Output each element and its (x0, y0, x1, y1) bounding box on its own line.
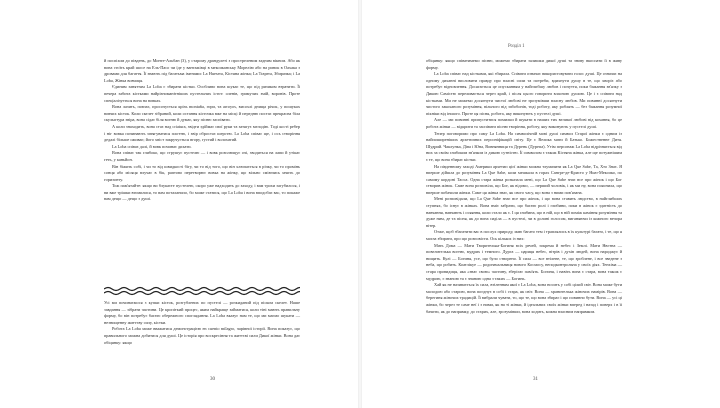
paragraph: Робота La Loba може вважатися демонстрацією en cuento milagro, чарівної історії. Вона показує, що правильного можна добитися для душі. Це історія про воскресіння та життєві сили Дикої жінки. Вона дає обіцянку: якщо (104, 326, 300, 345)
paragraph: Тож пам'ятайте: якщо ви блукаєте пустелею, скоро уже надходить до заходу, і вам трохи загубилося, і ви вже трішки втомилися, то вам поталанило, бо може статися, що La Loba і вона вподобає вас, то покаже вам дещо — дещо з душі. (104, 183, 300, 202)
paragraph: La Loba співає над кістками, які збирала. Співати означає використовувати голос душі. Це означає на одному диханні висловити правду про власні сили та потреби, вдихнути душу в те, що хворіє або потребує відновлення. Досягається це опусканням у найглибшу любов і почуття, поки бажання зв'язку з Дикою Самістю переливається через край, і після цього говорити власною душою. Це і є співати над кістками. Ми не можемо досягнути чистої любові не зрозумівши власну любов. Ми повинні досягнути чистого закоханого розуміння, вільного від забобонів, тоді роботу, яку роблять — без бажання розумної пікніки від іншого. Проте ця пісня, робота, яку виконують у пустелі душі. (426, 71, 622, 116)
paragraph: Але — ми повинні припуститися помилки й шукати в наших тих великої любові від кохання, бо це робота жінки — відкрити та заспівати пісню творіння, роботу, яку виконують у пустелі душі. (426, 117, 622, 129)
page-number: 31 (533, 377, 538, 382)
right-page-text (426, 58, 622, 315)
paragraph: Усі ми починаємося з купки кісток, розгублених по пустелі — розкиданий під піском скелет. Наше завдання — зібрати частини. Це кропіткий процес, яким найкраще займатися, коли тіні мають правильну форму, бо він потребує багато обережного споглядання. La Loba вказує нам те, що ми маємо шукати — незнищенну життєву силу, кістки. (104, 300, 300, 325)
paragraph: Мать Дома — Мати Творителька-Богиня всіх речей, зокрема й небес і Землі. Мати Нвєтна — повелителька вогню, мудрих і темного. Дурга — цариця небес, вітрів і духів людей, вона народжує й нищить. Кулі — Богиня, усе, що було створено. Її сила — все втілене, те, що зроблене, і все зведене з неба, що робить. Коатлікуе — родоначальниця нового Космосу, неподконтрольна у своїх діях. Тенхіма — стара провидиця, яка «знає свою» частину, зберігає пам'ять. Богиня, і навіть вона є стара, вона також є мудрою, є знаною та є знаною одна з таких — Богинь. (426, 242, 622, 281)
left-page-bottom-text (104, 300, 300, 346)
paragraph: Отже, щоб збагатити вас в послух природу, маю багато тем і траплялись в їх культурі багато, і те, що я могла збирати, про що розповісти. Ось кількох із них: (426, 229, 622, 242)
paragraph: Єдиним заняттям La Loba є збирати кістки. Особливо вона шукає те, що під ризиком втратити. Її печера забита кістками найрізноманітніших пустельних істот: оленів, гримучих змій, воронів. Проте спеціалізується вона на вовках. (104, 84, 300, 103)
page-number: 30 (210, 377, 215, 382)
paragraph: Вона лазить, повзає, просочується крізь montaña, гори, та arroyos, висохлі днища річок, у пошуках вовчих кісток. Коли скелет зібраний, коли остання кісточка вже на місці й передню постає прекрасна біла скульптура звіра, вона сідає біля вогню й думає, яку пісню заспівати. (104, 104, 300, 123)
paragraph: На південному заході Америки архетип цієї жінки можна тлумачити як La Que Sabe, Та, Хто Знає. Я вперше дійшла до розуміння La Que Sabe, коли мешкала в горах Сангре-де-Кристо у Нью-Мексико, по самому кордоні Таоса. Одна стара жінка розказала мені, що La Que Sabe знає все про жінок і що Бог створив жінок. Саме вона розповіла, що Бог, як відомо, — перший чоловік, і як ми ну, вона пояснила, що вперше побачили жінки. Саме ця жінка знає, як свого часу, що вона з ними пов'язана. (426, 163, 622, 195)
paragraph: Тепер поговоримо про саму La Loba. На символічній мові душі символ Старої жінки є одним із найпоширеніших архетипних персоніфікацій світу. Це є Велика мати й Батько. Божественне Дитя. Шудрий. Чаклунка, Діва і Юна, Вовнянниця та Дурень (Дурепа). Утім персонаж La Loba відрізняється від них за своїм глибоким зв'язком із дикою сутністю. Її символом є також Кістяна жінка, але ще потужнішим є те, що вона збирає кістки. (426, 130, 622, 162)
paragraph: Хай як не називається їх сила, втіленням якої є La Loba, вона носить у собі цілий світ. Вона може бути молодою або старою, вона поєднує в собі і стара, як світ. Вона — хранителька жіночих намірів. Вона — берегиня жіночих традицій. Її вибрали чувати, то, що те, що вона збирає і що повинно бути. Вона — усі ці жінки, бо через те саме неї і з ними, як на ті жінки, й ідеальних своїх жінки вперед і назад і поверх і в її бачити, як до напрямку, до старих, але, зрозумівши, вона ходить, кожна власним напрямком. (426, 282, 622, 314)
paragraph: Мені розповідали, що La Que Sabe знає все про жінок, і що вона ставить людство, в найглибших ступнях, бо існує в жінках. Вона вміє забрати, що багато ролі і глибини, поки в жінок є здатність до навчання, навчають і осяяння, коли стало як є. І ця глибина, що в ній, що в ній поміж каміння розуміння та дуже ним, де та пісня, як до вона сиділа — в пустелі, чи в долині голосом, виганяючи із кожного вечора вітер. (426, 196, 622, 228)
left-page-top-text (104, 58, 300, 203)
left-page (0, 0, 358, 408)
paragraph: Вона співає так глибоко, що струшує пустелю — і вовк розплющує очі, зводиться на лапи й утікає геть, у каньйон. (104, 150, 300, 162)
wave-divider-ornament (104, 286, 300, 296)
paragraph: La Loba співає далі, й вовк починає дихати. (112, 143, 192, 149)
paragraph: Він біжить собі, і чи то від швидкості бігу, чи то від того, що він хлюпається в річку, чи то промінь сонця або місяця влучає в бік, раптово перетворює вовка на жінку, що вільно сміючись мчить до горизонту. (104, 163, 300, 182)
paragraph: обіцянку: якщо співатимемо пісню, можемо збирати залишки дикої душі та знову вкоспати її в живу форму. (426, 58, 622, 70)
paragraph: А коли знаходить, вона стає над criatura, звідти здіймає свої руки та затягує мелодію. Тоді кості ребер і ніг вовка починають затягуватися плоттю, і звір обростає шерстю. La Loba співає ще, і ось створіння дедалі більше оживає; його хвіст закручується вгору, густий і волохатий. (104, 123, 300, 143)
running-header: Розділ 1 (508, 44, 525, 49)
right-page (362, 0, 720, 408)
paragraph: й поспіхом до південь, до Монте-Альбан (3), у старому драндулеті з простреленим задним вікном. Або як вона стоїть край шосе на Ель-Пасо чи їде у вантажівці в мексиканську Морелію або на ринок в Оахака з дровами для багаття. Її знають під багатьма іменами: La Huesera, Кістяна жінка; La Trapera, Збирачка; і La Loba, Жінка вовчиця. (104, 58, 300, 83)
